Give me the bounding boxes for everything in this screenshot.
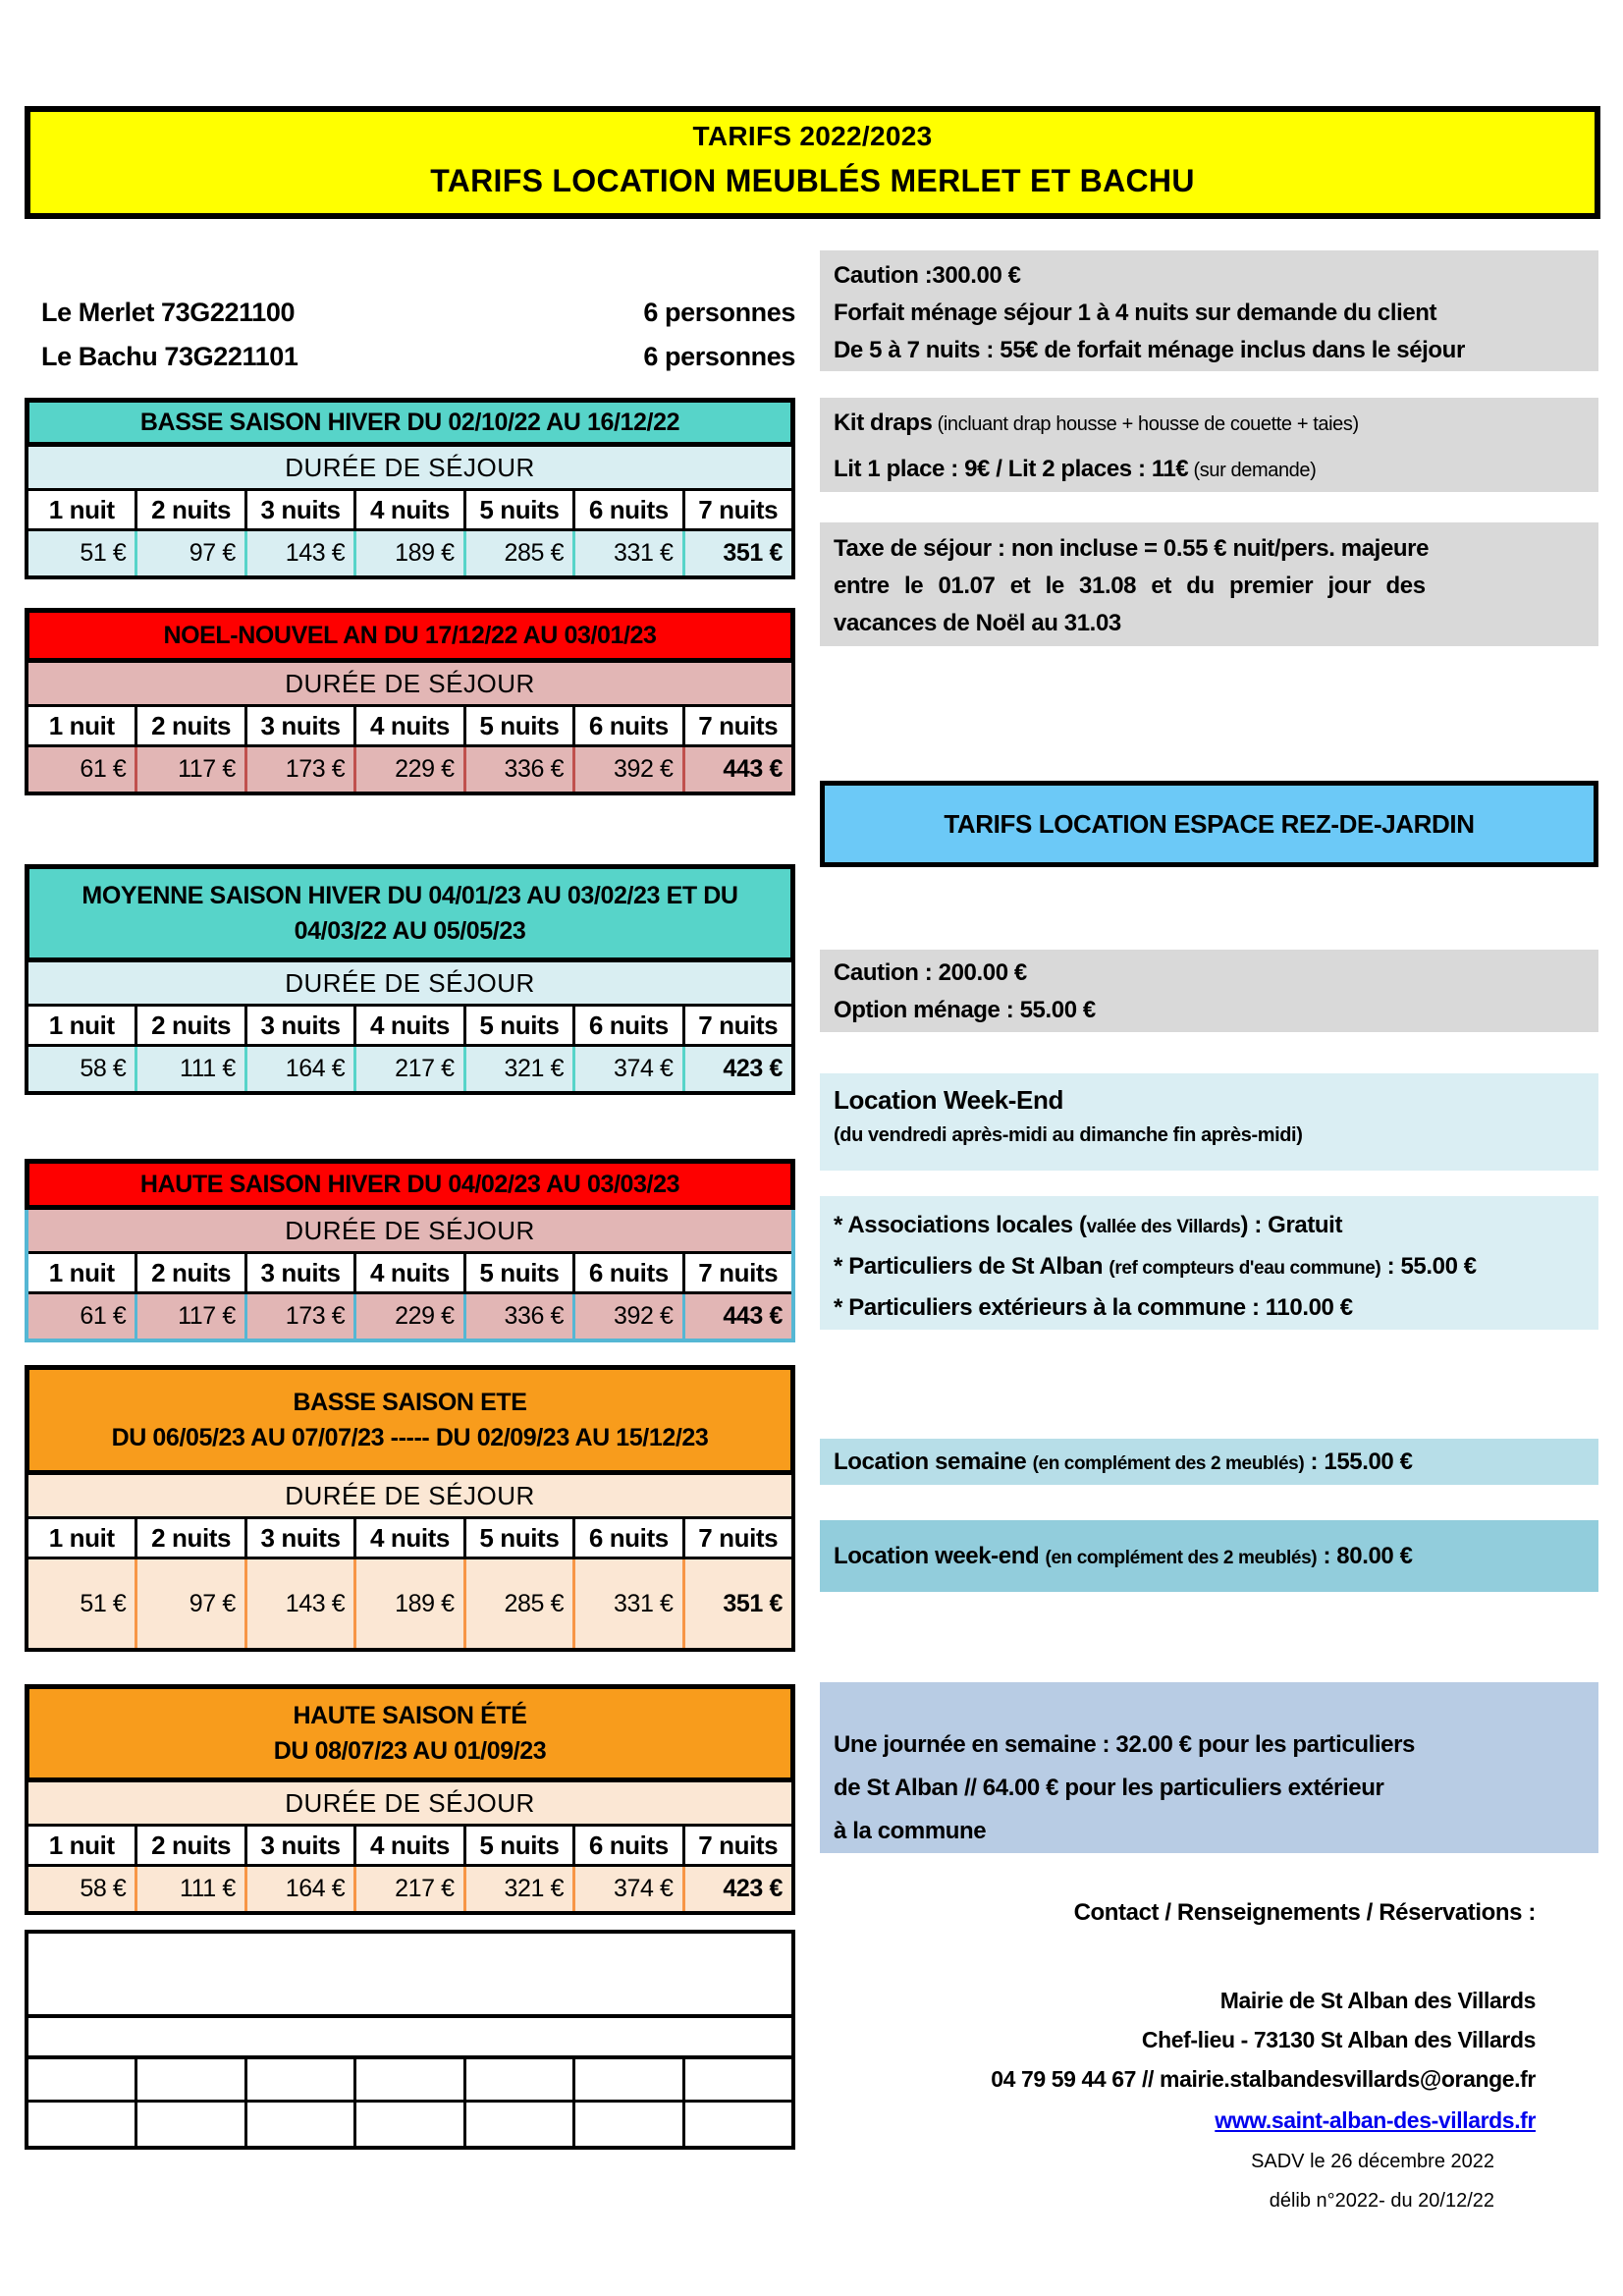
price-cell: 392 € (575, 1294, 684, 1339)
price-cell: 374 € (575, 1867, 684, 1911)
tarif-associations: * Associations locales (vallée des Villards) : Gratuit (834, 1212, 1343, 1238)
property-row-merlet (41, 293, 795, 332)
night-header-cell: 3 nuits (247, 491, 356, 528)
night-header-cell: 6 nuits (575, 1254, 684, 1291)
location-semaine-band: Location semaine (en complément des 2 meublés) : 155.00 € (820, 1439, 1598, 1485)
footnote-delib: délib n°2022- du 20/12/22 (1269, 2190, 1494, 2212)
caution-jardin-block (820, 950, 1598, 1032)
taxe-sejour-block (820, 522, 1598, 646)
season-title-line: DU 08/07/23 AU 01/09/23 (273, 1737, 547, 1765)
season-table-body (25, 1210, 795, 1342)
property-row-bachu (41, 337, 795, 376)
night-header-cell: 6 nuits (575, 1827, 684, 1864)
price-cell: 217 € (356, 1867, 465, 1911)
price-cell: 321 € (466, 1867, 575, 1911)
location-weekend-band: Location week-end (en complément des 2 meublés) : 80.00 € (820, 1520, 1598, 1592)
night-header-cell: 4 nuits (356, 491, 465, 528)
night-header-cell: 6 nuits (575, 1007, 684, 1044)
website-link-row (820, 2107, 1598, 2134)
price-cell: 443 € (685, 1294, 791, 1339)
caution-jardin-amount: Caution : 200.00 € (834, 959, 1027, 986)
season-table-moyenne-saison-hiver (25, 864, 795, 1095)
night-header-cell: 7 nuits (685, 1827, 791, 1864)
nights-header-row (28, 1824, 791, 1867)
night-header-cell: 5 nuits (466, 491, 575, 528)
price-cell: 443 € (685, 747, 791, 792)
night-header-cell: 1 nuit (28, 1007, 137, 1044)
night-header-cell: 3 nuits (247, 1827, 356, 1864)
night-header-cell: 4 nuits (356, 1254, 465, 1291)
night-header-cell: 5 nuits (466, 1254, 575, 1291)
season-table-title (25, 608, 795, 663)
night-header-cell: 5 nuits (466, 707, 575, 744)
price-cell: 189 € (356, 1559, 465, 1648)
night-header-cell: 6 nuits (575, 1519, 684, 1557)
price-cell: 229 € (356, 1294, 465, 1339)
night-header-cell: 5 nuits (466, 1519, 575, 1557)
caution-amount: Caution :300.00 € (834, 262, 1021, 289)
price-cell: 336 € (466, 747, 575, 792)
title-main: TARIFS LOCATION MEUBLÉS MERLET ET BACHU (430, 163, 1195, 198)
prices-row (28, 747, 791, 792)
season-table-title (25, 1684, 795, 1782)
contact-header: Contact / Renseignements / Réservations : (1073, 1899, 1536, 1926)
nights-header-row (28, 488, 791, 531)
title-year: TARIFS 2022/2023 (692, 121, 933, 151)
prices-row (28, 1047, 791, 1091)
night-header-cell: 1 nuit (28, 1827, 137, 1864)
property-capacity: 6 personnes (643, 297, 795, 327)
night-header-cell: 4 nuits (356, 1519, 465, 1557)
season-table-body (25, 962, 795, 1095)
prices-row (28, 1867, 791, 1911)
night-header-cell: 1 nuit (28, 1254, 137, 1291)
price-cell: 217 € (356, 1047, 465, 1091)
season-title-line: BASSE SAISON ETE (293, 1388, 527, 1416)
night-header-cell: 2 nuits (137, 1007, 246, 1044)
duration-header: DURÉE DE SÉJOUR (28, 962, 791, 1004)
empty-table-row (28, 2103, 791, 2146)
prices-row (28, 1294, 791, 1339)
price-cell: 117 € (137, 747, 246, 792)
night-header-cell: 1 nuit (28, 491, 137, 528)
prices-row (28, 1559, 791, 1648)
price-cell: 423 € (685, 1047, 791, 1091)
price-cell: 58 € (28, 1047, 137, 1091)
price-cell: 61 € (28, 747, 137, 792)
footnote-date: SADV le 26 décembre 2022 (1251, 2151, 1494, 2172)
season-title-line: BASSE SAISON HIVER DU 02/10/22 AU 16/12/22 (139, 408, 680, 436)
night-header-cell: 3 nuits (247, 1254, 356, 1291)
season-table-basse-saison-ete (25, 1365, 795, 1652)
season-title-line: HAUTE SAISON HIVER DU 04/02/23 AU 03/03/23 (139, 1170, 680, 1198)
price-cell: 392 € (575, 747, 684, 792)
night-header-cell: 5 nuits (466, 1007, 575, 1044)
journee-semaine-block (820, 1682, 1598, 1853)
duration-header: DURÉE DE SÉJOUR (28, 1210, 791, 1251)
night-header-cell: 7 nuits (685, 707, 791, 744)
price-cell: 189 € (356, 531, 465, 575)
caution-meubles-block (820, 250, 1598, 371)
journee-line: Une journée en semaine : 32.00 € pour les particuliers (834, 1731, 1415, 1758)
night-header-cell: 7 nuits (685, 1007, 791, 1044)
document-title-box (25, 106, 1600, 219)
price-cell: 58 € (28, 1867, 137, 1911)
nights-header-row (28, 1004, 791, 1047)
kit-draps-line1: Kit draps (incluant drap housse + housse de couette + taies) (834, 410, 1359, 436)
kit-draps-block (820, 398, 1598, 492)
night-header-cell: 2 nuits (137, 1827, 246, 1864)
season-table-body (25, 1782, 795, 1915)
night-header-cell: 6 nuits (575, 707, 684, 744)
forfait-menage-line2: De 5 à 7 nuits : 55€ de forfait ménage inclus dans le séjour (834, 337, 1465, 363)
location-weekend-info-block (820, 1073, 1598, 1171)
property-name: Le Merlet 73G221100 (41, 297, 296, 327)
price-cell: 285 € (466, 531, 575, 575)
price-cell: 164 € (247, 1867, 356, 1911)
season-table-title (25, 398, 795, 447)
night-header-cell: 1 nuit (28, 707, 137, 744)
kit-draps-line2: Lit 1 place : 9€ / Lit 2 places : 11€ (sur demande) (834, 456, 1317, 482)
duration-header: DURÉE DE SÉJOUR (28, 663, 791, 704)
price-cell: 111 € (137, 1867, 246, 1911)
price-cell: 143 € (247, 531, 356, 575)
season-table-title (25, 1159, 795, 1210)
price-cell: 97 € (137, 531, 246, 575)
empty-table-header-row (28, 1934, 791, 2018)
price-cell: 61 € (28, 1294, 137, 1339)
season-table-title (25, 864, 795, 962)
taxe-line: entre le 01.07 et le 31.08 et du premier jour des (834, 573, 1426, 599)
duration-header: DURÉE DE SÉJOUR (28, 1782, 791, 1824)
price-cell: 51 € (28, 1559, 137, 1648)
contact-phone-email: 04 79 59 44 67 // mairie.stalbandesvillards@orange.fr (991, 2066, 1536, 2092)
season-title-line: NOEL-NOUVEL AN DU 17/12/22 AU 03/01/23 (163, 621, 657, 649)
night-header-cell: 2 nuits (137, 707, 246, 744)
price-cell: 331 € (575, 531, 684, 575)
price-cell: 336 € (466, 1294, 575, 1339)
location-weekend-sub: (du vendredi après-midi au dimanche fin après-midi) (834, 1124, 1303, 1146)
price-cell: 173 € (247, 747, 356, 792)
price-cell: 173 € (247, 1294, 356, 1339)
empty-table-subheader-row (28, 2018, 791, 2059)
tarif-particuliers-stalban: * Particuliers de St Alban (ref compteurs d'eau commune) : 55.00 € (834, 1253, 1477, 1280)
forfait-menage-line: Forfait ménage séjour 1 à 4 nuits sur demande du client (834, 300, 1437, 326)
prices-row (28, 531, 791, 575)
season-table-title (25, 1365, 795, 1475)
price-cell: 374 € (575, 1047, 684, 1091)
price-cell: 285 € (466, 1559, 575, 1648)
property-name: Le Bachu 73G221101 (41, 341, 298, 371)
night-header-cell: 7 nuits (685, 1254, 791, 1291)
empty-table (25, 1930, 795, 2150)
night-header-cell: 7 nuits (685, 1519, 791, 1557)
rez-de-jardin-title-box (820, 781, 1598, 867)
price-cell: 229 € (356, 747, 465, 792)
price-cell: 111 € (137, 1047, 246, 1091)
season-title-line: 04/03/22 AU 05/05/23 (294, 917, 526, 945)
night-header-cell: 5 nuits (466, 1827, 575, 1864)
option-menage-amount: Option ménage : 55.00 € (834, 997, 1096, 1023)
night-header-cell: 7 nuits (685, 491, 791, 528)
tarif-particuliers-exterieurs: * Particuliers extérieurs à la commune : 110.00 € (834, 1294, 1353, 1321)
night-header-cell: 2 nuits (137, 491, 246, 528)
duration-header: DURÉE DE SÉJOUR (28, 1475, 791, 1516)
contact-mairie: Mairie de St Alban des Villards (1219, 1988, 1536, 2013)
journee-line: de St Alban // 64.00 € pour les particuliers extérieur (834, 1775, 1384, 1801)
tarifs-jardin-list-block (820, 1196, 1598, 1330)
price-cell: 331 € (575, 1559, 684, 1648)
season-table-body (25, 663, 795, 795)
price-cell: 351 € (685, 531, 791, 575)
nights-header-row (28, 1516, 791, 1559)
duration-header: DURÉE DE SÉJOUR (28, 447, 791, 488)
taxe-line: vacances de Noël au 31.03 (834, 610, 1121, 636)
night-header-cell: 4 nuits (356, 1827, 465, 1864)
night-header-cell: 2 nuits (137, 1519, 246, 1557)
season-table-haute-saison-ete (25, 1684, 795, 1915)
season-title-line: HAUTE SAISON ÉTÉ (293, 1701, 527, 1729)
night-header-cell: 4 nuits (356, 1007, 465, 1044)
night-header-cell: 1 nuit (28, 1519, 137, 1557)
price-cell: 164 € (247, 1047, 356, 1091)
season-table-haute-saison-hiver (25, 1159, 795, 1342)
taxe-line: Taxe de séjour : non incluse = 0.55 € nuit/pers. majeure (834, 535, 1430, 562)
price-cell: 143 € (247, 1559, 356, 1648)
season-table-basse-saison-hiver (25, 398, 795, 579)
nights-header-row (28, 1251, 791, 1294)
nights-header-row (28, 704, 791, 747)
season-title-line: MOYENNE SAISON HIVER DU 04/01/23 AU 03/02/23 ET DU (81, 881, 738, 909)
season-table-noel-nouvel-an (25, 608, 795, 795)
website-link[interactable]: www.saint-alban-des-villards.fr (1215, 2107, 1536, 2133)
night-header-cell: 3 nuits (247, 1519, 356, 1557)
location-weekend-title: Location Week-End (834, 1085, 1063, 1115)
night-header-cell: 4 nuits (356, 707, 465, 744)
price-cell: 423 € (685, 1867, 791, 1911)
journee-line: à la commune (834, 1818, 987, 1844)
night-header-cell: 6 nuits (575, 491, 684, 528)
price-cell: 321 € (466, 1047, 575, 1091)
season-table-body (25, 447, 795, 579)
contact-address: Chef-lieu - 73130 St Alban des Villards (1141, 2027, 1536, 2052)
night-header-cell: 3 nuits (247, 707, 356, 744)
night-header-cell: 2 nuits (137, 1254, 246, 1291)
property-capacity: 6 personnes (643, 341, 795, 371)
night-header-cell: 3 nuits (247, 1007, 356, 1044)
rez-de-jardin-title: TARIFS LOCATION ESPACE REZ-DE-JARDIN (944, 808, 1475, 839)
price-cell: 117 € (137, 1294, 246, 1339)
season-table-body (25, 1475, 795, 1652)
empty-table-row (28, 2059, 791, 2103)
price-cell: 351 € (685, 1559, 791, 1648)
season-title-line: DU 06/05/23 AU 07/07/23 ----- DU 02/09/23 AU 15/12/23 (111, 1424, 709, 1451)
price-cell: 51 € (28, 531, 137, 575)
price-cell: 97 € (137, 1559, 246, 1648)
